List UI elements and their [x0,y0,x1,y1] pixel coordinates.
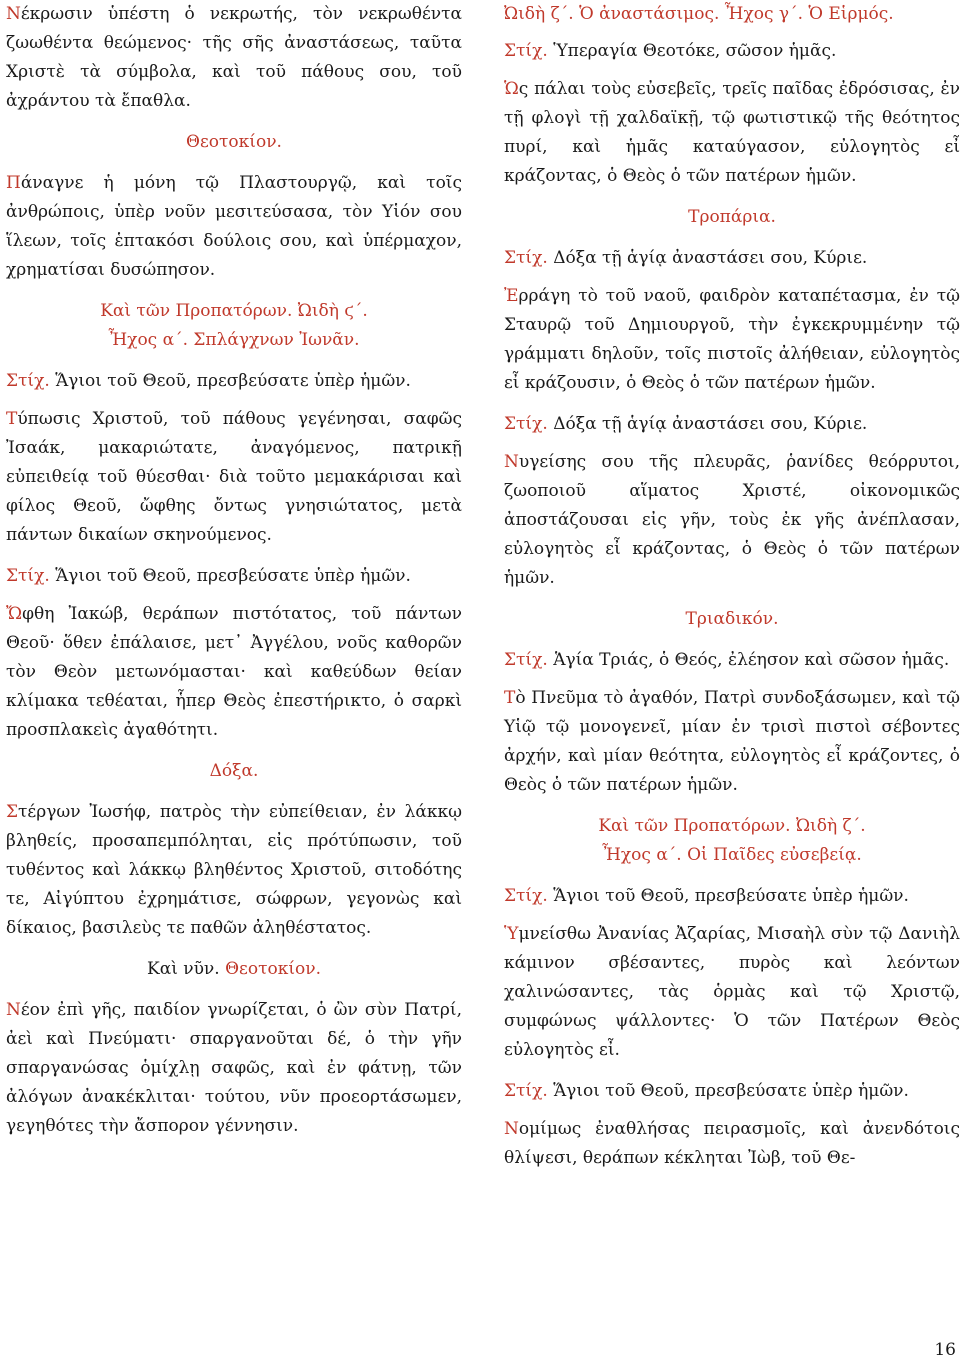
stichos-label: Στίχ. [504,248,548,268]
section-heading [504,812,960,870]
section-heading [6,757,462,786]
troparion [6,405,462,550]
stichos-text: Ὑπεραγία Θεοτόκε, σῶσον ἡμᾶς. [547,41,837,61]
heading-line: Καὶ τῶν Προπατόρων. Ὠιδὴ ϛ΄. [100,301,368,321]
initial-letter: Ἐ [504,286,519,306]
stichos-text: Ἅγιοι τοῦ Θεοῦ, πρεσβεύσατε ὑπὲρ ἡμῶν. [49,371,411,391]
heading-text: Καὶ νῦν. [147,959,220,979]
initial-letter: Τ [6,409,18,429]
left-column [6,0,462,1153]
initial-letter: Π [6,173,21,193]
verse-stichos [504,244,960,273]
troparion-text: ρράγη τὸ τοῦ ναοῦ, φαιδρὸν καταπέτασμα, ἐν τῷ Σταυρῷ τοῦ Δημιουργοῦ, τὴν ἐγκεκρυμμένην τῷ γράμματι δηλοῦν, τοῖς πιστοῖς ἀλήθειαν, εὐλογητὸς εἶ κράζουσιν, ὁ Θεὸς ὁ τῶν πατέρων ἡμῶν. [504,286,960,393]
troparion-text: ὸ Πνεῦμα τὸ ἀγαθόν, Πατρὶ συνδοξάσωμεν, καὶ τῷ Υἱῷ τῷ μονογενεῖ, μίαν ἐν τρισὶ πιστοὶ σέβοντες ἀρχήν, καὶ μίαν θεότητα, εὐλογητὸς εἶ κράζοντες, ὁ Θεὸς ὁ τῶν πατέρων ἡμῶν. [504,688,960,795]
troparion-text: ς πάλαι τοὺς εὐσεβεῖς, τρεῖς παῖδας ἐδρόσισας, ἐν τῇ φλογὶ τῇ χαλδαϊκῇ, τῷ φωτιστικῷ τῆς θεότητος πυρί, καὶ ἡμᾶς καταύγασον, εὐλογητὸς εἶ κράζοντας, ὁ Θεὸς ὁ τῶν πατέρων ἡμῶν. [504,79,960,186]
stichos-label: Στίχ. [504,650,548,670]
verse-stichos [504,1077,960,1106]
troparion-text: υγείσης σου τῆς πλευρᾶς, ῥανίδες θεόρρυτοι, ζωοποιοῦ αἵματος Χριστέ, οἰκονομικῶς ἀποστάζουσαι εἰς γῆν, τοὺς ἐκ γῆς ἀνέπλασαν, εὐλογητὸς εἶ κράζοντας, ὁ Θεὸς ὁ τῶν πατέρων ἡμῶν. [504,452,960,588]
verse-stichos [6,562,462,591]
section-heading [504,605,960,634]
stichos-label: Στίχ. [504,886,548,906]
heading-line: Ἦχος α΄. Οἱ Παῖδες εὐσεβείᾳ. [602,845,862,865]
stichos-label: Στίχ. [504,414,548,434]
heading-text: Δόξα. [209,761,259,781]
initial-letter: Ὡ [504,79,519,99]
section-heading [504,203,960,232]
section-heading [6,955,462,984]
troparion [6,0,462,116]
heading-text: Ὠιδὴ ζ΄. Ὁ ἀναστάσιμος. Ἦχος γ΄. Ὁ Εἱρμός. [504,4,894,24]
troparion [6,600,462,745]
troparion [6,996,462,1141]
verse-stichos [504,37,960,66]
troparion-text: φθη Ἰακώβ, θεράπων πιστότατος, τοῦ πάντων Θεοῦ· ὅθεν ἐπάλαισε, μετ᾽ Ἀγγέλου, νοῦς καθορῶν τὸν Θεὸν μετωνόμασται· καὶ καθεύδων θείαν κλίμακα τεθέαται, ἧπερ Θεὸς ἐπεστήρικτο, ὁ σαρκὶ προσπλακεὶς ἀγαθότητι. [6,604,462,740]
initial-letter: Ν [6,1000,21,1020]
heading-text: Τριαδικόν. [685,609,779,629]
stichos-label: Στίχ. [504,41,548,61]
heading-text: Θεοτοκίον. [219,959,321,979]
initial-letter: Ν [6,4,21,24]
troparion [504,448,960,593]
troparion-text: ομίμως ἐναθλήσας πειρασμοῖς, καὶ ἀνενδότοις θλίψεσι, θεράπων κέκληται Ἰὼβ, τοῦ Θε- [504,1119,960,1168]
heading-text: Τροπάρια. [688,207,776,227]
section-heading [6,128,462,157]
stichos-text: Δόξα τῇ ἁγίᾳ ἀναστάσει σου, Κύριε. [547,414,868,434]
troparion [6,169,462,285]
initial-letter: Ὑ [504,924,519,944]
stichos-text: Ἅγιοι τοῦ Θεοῦ, πρεσβεύσατε ὑπὲρ ἡμῶν. [547,886,909,906]
stichos-text: Δόξα τῇ ἁγίᾳ ἀναστάσει σου, Κύριε. [547,248,868,268]
ode-heading [504,0,960,29]
stichos-text: Ἁγία Τριάς, ὁ Θεός, ἐλέησον καὶ σῶσον ἡμᾶς. [547,650,950,670]
stichos-label: Στίχ. [504,1081,548,1101]
troparion-text: ύπωσις Χριστοῦ, τοῦ πάθους γεγένησαι, σαφῶς Ἰσαάκ, μακαριώτατε, ἀναγόμενος, πατρικῇ εὐπειθείᾳ τοῦ θύεσθαι· διὰ τοῦτο μεμακάρισαι καὶ φίλος Θεοῦ, ὤφθης ὄντως γνησιώτατος, μετὰ πάντων δικαίων σκηνούμενος. [6,409,462,545]
troparion-text: τέργων Ἰωσήφ, πατρὸς τὴν εὐπείθειαν, ἐν λάκκῳ βληθείς, προσαπεμπόληται, εἰς πρότύπωσιν, τοῦ τυθέντος καὶ λάκκῳ βληθέντος Χριστοῦ, σιτοδότης τε, Αἰγύπτου ἐχρημάτισε, σώφρων, γεγονὼς καὶ δίκαιος, βασιλεὺς τε παθῶν ἀληθέστατος. [6,802,462,938]
initial-letter: Τ [504,688,516,708]
heading-text: Θεοτοκίον. [186,132,282,152]
initial-letter: Ν [504,1119,519,1139]
troparion-text: έκρωσιν ὑπέστη ὁ νεκρωτής, τὸν νεκρωθέντα ζωωθέντα θεώμενος· τῆς σῆς ἀναστάσεως, ταῦτα Χριστὲ τὰ σύμβολα, καὶ τοῦ πάθους σου, τοῦ ἀχράντου τὰ ἔπαθλα. [6,4,462,111]
right-column [504,0,960,1185]
heading-line: Καὶ τῶν Προπατόρων. Ὠιδὴ ζ΄. [598,816,866,836]
troparion [504,684,960,800]
verse-stichos [6,367,462,396]
stichos-text: Ἅγιοι τοῦ Θεοῦ, πρεσβεύσατε ὑπὲρ ἡμῶν. [547,1081,909,1101]
initial-letter: Σ [6,802,19,822]
troparion [504,75,960,191]
verse-stichos [504,646,960,675]
initial-letter: Ν [504,452,519,472]
page-number: 16 [934,1340,956,1360]
troparion [504,282,960,398]
troparion [504,920,960,1065]
verse-stichos [504,410,960,439]
troparion-text: έον ἐπὶ γῆς, παιδίον γνωρίζεται, ὁ ὢν σὺν Πατρί, ἀεὶ καὶ Πνεύματι· σπαργανοῦται δέ, ὁ τὴν γῆν σπαργανώσας ὁμίχλῃ σαφῶς, καὶ ἐν φάτνῃ, τῶν ἀλόγων ἀνακέκλιται· τούτου, νῦν προεορτάσωμεν, γεγηθότες τὴν ἄσπορον γέννησιν. [6,1000,462,1136]
verse-stichos [504,882,960,911]
troparion [6,798,462,943]
initial-letter: Ὤ [6,604,23,624]
section-heading [6,297,462,355]
troparion-text: άναγνε ἡ μόνη τῷ Πλαστουργῷ, καὶ τοῖς ἀνθρώποις, ὑπὲρ νοῦν μεσιτεύσασα, τὸν Υἱόν σου ἵλεων, τοῖς ἑπτακόσι δούλοις σου, καὶ ὑπέρμαχον, χρηματίσαι δυσώπησον. [6,173,462,280]
stichos-text: Ἅγιοι τοῦ Θεοῦ, πρεσβεύσατε ὑπὲρ ἡμῶν. [49,566,411,586]
troparion [504,1115,960,1173]
heading-line: Ἦχος α΄. Σπλάγχνων Ἰωνᾶν. [108,330,360,350]
stichos-label: Στίχ. [6,371,50,391]
stichos-label: Στίχ. [6,566,50,586]
troparion-text: μνείσθω Ἀνανίας Ἀζαρίας, Μισαὴλ σὺν τῷ Δανιὴλ κάμινον σβέσαντες, πυρὸς καὶ λεόντων χαλινώσαντες, τὰς ὁρμὰς καὶ τῷ Χριστῷ, συμφώνως ψάλλοντες· Ὁ τῶν Πατέρων Θεὸς εὐλογητὸς εἶ. [504,924,960,1060]
